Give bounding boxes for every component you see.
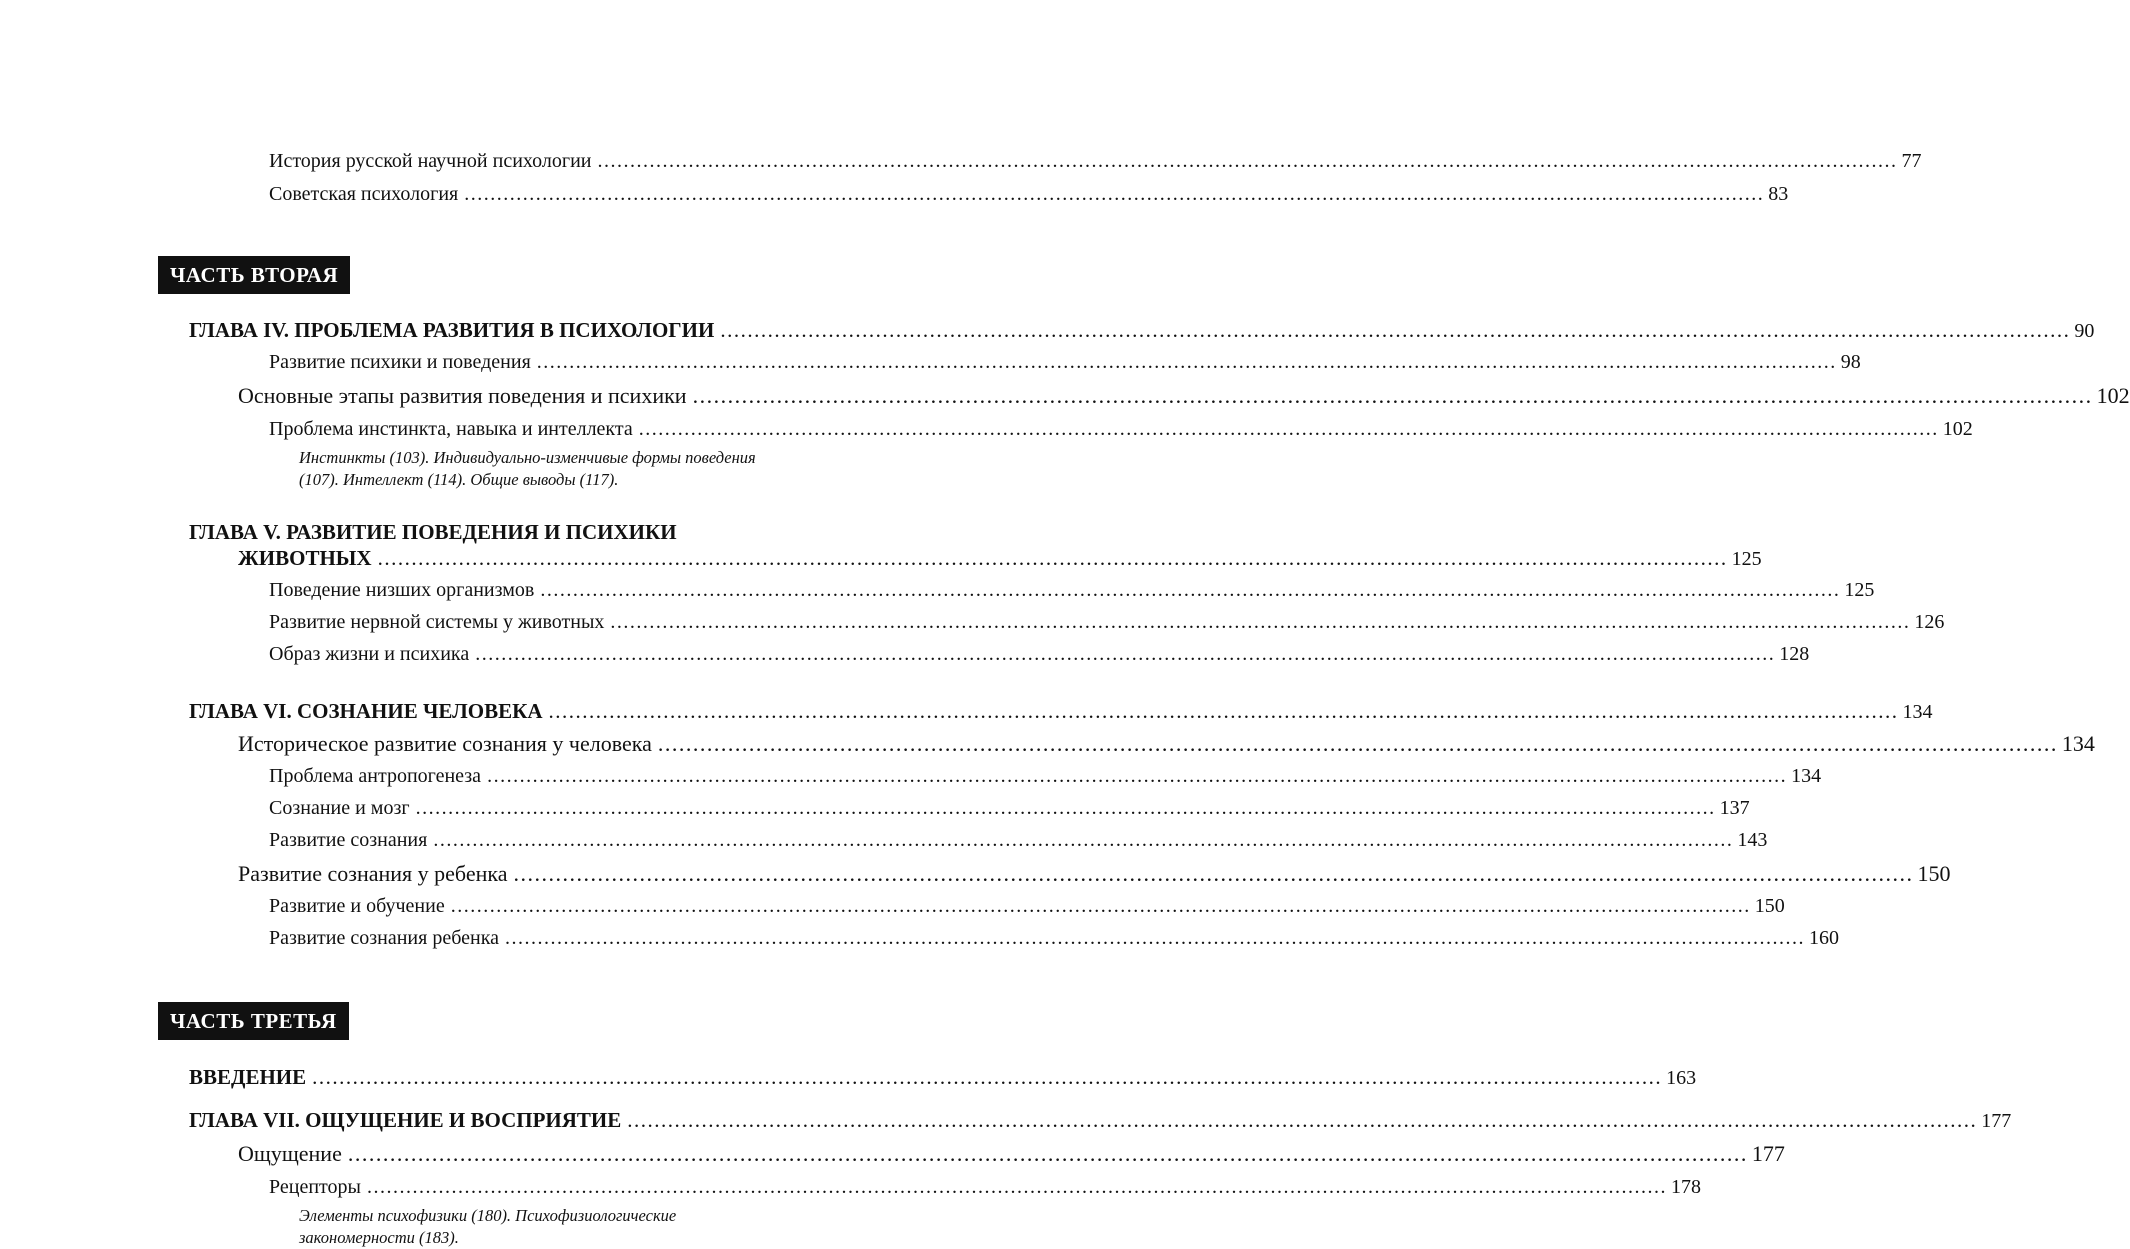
- entry-page: 160: [1809, 927, 1839, 949]
- entry-page: 134: [1791, 765, 1822, 787]
- entry-page: 77: [1901, 150, 1922, 172]
- leader-dots: ........................................................................................................................................................................................................: [597, 150, 1898, 172]
- section-entry[interactable]: [238, 861, 1951, 887]
- section-title: Ощущение: [238, 1141, 342, 1166]
- section-title: Развитие сознания у ребенка: [238, 861, 508, 886]
- chapter-entry[interactable]: [238, 546, 1762, 571]
- entry-title: Развитие психики и поведения: [269, 351, 531, 373]
- leader-dots: ........................................................................................................................................................................................................: [415, 797, 1716, 819]
- entry-title: Развитие и обучение: [269, 895, 445, 917]
- leader-dots: ........................................................................................................................................................................................................: [540, 579, 1841, 601]
- leader-dots: ........................................................................................................................................................................................................: [692, 383, 2093, 408]
- leader-dots: ........................................................................................................................................................................................................: [627, 1108, 1978, 1132]
- part-two-heading: ЧАСТЬ ВТОРАЯ: [158, 256, 350, 294]
- entry-title: Развитие сознания ребенка: [269, 927, 499, 949]
- leader-dots: ........................................................................................................................................................................................................: [347, 1141, 1748, 1166]
- toc-entry[interactable]: [269, 765, 1822, 788]
- entry-page: 125: [1844, 579, 1875, 601]
- note-line: (107). Интеллект (114). Общие выводы (117).: [299, 470, 619, 489]
- section-entry[interactable]: [238, 731, 2095, 757]
- chapter-title-line: ГЛАВА V. РАЗВИТИЕ ПОВЕДЕНИЯ И ПСИХИКИ: [189, 520, 677, 544]
- entry-page: 83: [1768, 183, 1789, 205]
- entry-page: 177: [1751, 1141, 1785, 1166]
- entry-page: 134: [1902, 701, 1933, 723]
- chapter-entry[interactable]: [189, 1065, 1697, 1090]
- entry-note: [299, 1205, 829, 1249]
- toc-entry[interactable]: [269, 927, 1839, 950]
- note-line: Элементы психофизики (180). Психофизиологические: [299, 1206, 677, 1225]
- toc-entry[interactable]: [269, 183, 1789, 206]
- leader-dots: ........................................................................................................................................................................................................: [312, 1065, 1663, 1089]
- entry-page: 143: [1737, 829, 1768, 851]
- toc-entry[interactable]: [269, 797, 1750, 820]
- entry-title: Проблема инстинкта, навыка и интеллекта: [269, 418, 633, 440]
- toc-entry[interactable]: [269, 1176, 1701, 1199]
- entry-note: [299, 447, 829, 491]
- leader-dots: ........................................................................................................................................................................................................: [548, 699, 1899, 723]
- chapter-title: ГЛАВА VII. ОЩУЩЕНИЕ И ВОСПРИЯТИЕ: [189, 1108, 622, 1132]
- section-title: Историческое развитие сознания у человека: [238, 731, 652, 756]
- leader-dots: ........................................................................................................................................................................................................: [638, 418, 1939, 440]
- chapter-entry[interactable]: [189, 699, 1933, 724]
- entry-page: 137: [1719, 797, 1750, 819]
- section-title: Основные этапы развития поведения и психики: [238, 383, 687, 408]
- entry-title: Сознание и мозг: [269, 797, 410, 819]
- chapter-title: ГЛАВА IV. ПРОБЛЕМА РАЗВИТИЯ В ПСИХОЛОГИИ: [189, 318, 715, 342]
- chapter-title: ВВЕДЕНИЕ: [189, 1065, 307, 1089]
- leader-dots: ........................................................................................................................................................................................................: [610, 611, 1911, 633]
- toc-entry[interactable]: [269, 351, 1861, 374]
- leader-dots: ........................................................................................................................................................................................................: [475, 643, 1776, 665]
- leader-dots: ........................................................................................................................................................................................................: [720, 318, 2071, 342]
- leader-dots: ........................................................................................................................................................................................................: [657, 731, 2058, 756]
- entry-title: Развитие нервной системы у животных: [269, 611, 605, 633]
- entry-title: Поведение низших организмов: [269, 579, 535, 601]
- leader-dots: ........................................................................................................................................................................................................: [505, 927, 1805, 949]
- entry-title: Образ жизни и психика: [269, 643, 470, 665]
- entry-title: Развитие сознания: [269, 829, 428, 851]
- section-entry[interactable]: [238, 383, 2130, 409]
- leader-dots: ........................................................................................................................................................................................................: [536, 351, 1837, 373]
- note-line: закономерности (183).: [299, 1228, 459, 1247]
- entry-page: 150: [1754, 895, 1785, 917]
- leader-dots: ........................................................................................................................................................................................................: [513, 861, 1914, 886]
- entry-page: 178: [1670, 1176, 1701, 1198]
- entry-title: Советская психология: [269, 183, 459, 205]
- entry-page: 150: [1917, 861, 1951, 886]
- leader-dots: ........................................................................................................................................................................................................: [366, 1176, 1667, 1198]
- entry-page: 126: [1914, 611, 1945, 633]
- chapter-title: ГЛАВА VI. СОЗНАНИЕ ЧЕЛОВЕКА: [189, 699, 543, 723]
- toc-entry[interactable]: [269, 643, 1810, 666]
- part-three-heading: ЧАСТЬ ТРЕТЬЯ: [158, 1002, 349, 1040]
- leader-dots: ........................................................................................................................................................................................................: [450, 895, 1751, 917]
- toc-entry[interactable]: [269, 579, 1875, 602]
- chapter-entry[interactable]: [189, 318, 2095, 343]
- toc-entry[interactable]: [269, 418, 1973, 441]
- leader-dots: ........................................................................................................................................................................................................: [377, 546, 1728, 570]
- entry-title: Рецепторы: [269, 1176, 361, 1198]
- entry-page: 125: [1731, 548, 1762, 570]
- entry-page: 102: [2096, 383, 2130, 408]
- entry-page: 90: [2074, 320, 2095, 342]
- entry-title: Проблема антропогенеза: [269, 765, 482, 787]
- entry-page: 134: [2061, 731, 2095, 756]
- chapter-entry[interactable]: [189, 1108, 2012, 1133]
- toc-entry[interactable]: [269, 895, 1785, 918]
- entry-page: 98: [1840, 351, 1861, 373]
- entry-page: 177: [1981, 1110, 2012, 1132]
- toc-entry[interactable]: [269, 611, 1945, 634]
- toc-entry[interactable]: [269, 829, 1768, 852]
- leader-dots: ........................................................................................................................................................................................................: [433, 829, 1734, 851]
- leader-dots: ........................................................................................................................................................................................................: [487, 765, 1788, 787]
- entry-page: 128: [1779, 643, 1810, 665]
- section-entry[interactable]: [238, 1141, 1785, 1167]
- leader-dots: ........................................................................................................................................................................................................: [464, 183, 1765, 205]
- entry-title: История русской научной психологии: [269, 150, 592, 172]
- toc-entry[interactable]: [269, 150, 1922, 173]
- entry-page: 102: [1942, 418, 1973, 440]
- note-line: Инстинкты (103). Индивидуально-изменчивые формы поведения: [299, 448, 756, 467]
- chapter-title: ЖИВОТНЫХ: [238, 546, 372, 570]
- entry-page: 163: [1666, 1067, 1697, 1089]
